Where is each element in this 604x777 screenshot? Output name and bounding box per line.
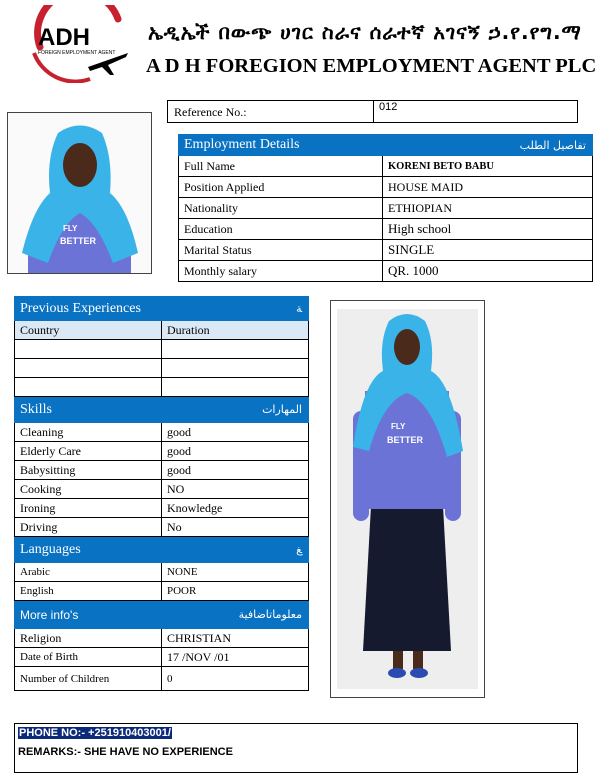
field-label: Position Applied bbox=[179, 177, 383, 198]
field-label: Education bbox=[179, 219, 383, 240]
field-label: Nationality bbox=[179, 198, 383, 219]
field-label: Monthly salary bbox=[179, 261, 383, 282]
section-title: Skills bbox=[15, 397, 162, 423]
field-value: ETHIOPIAN bbox=[383, 198, 593, 219]
company-name-amharic: ኤዲኤች በውጭ ሀገር ስራና ሰራተኛ አገናኝ ኃ.የ.የግ.ማ bbox=[148, 20, 582, 44]
company-name-english: A D H FOREGION EMPLOYMENT AGENT PLC bbox=[146, 55, 597, 77]
table-row bbox=[15, 518, 309, 537]
info-value: CHRISTIAN bbox=[162, 629, 309, 648]
employment-details-table bbox=[178, 134, 593, 282]
shirt-text: FLY bbox=[391, 422, 406, 431]
language-value: POOR bbox=[162, 582, 309, 601]
candidate-info-table bbox=[14, 296, 309, 691]
skill-label: Elderly Care bbox=[15, 442, 162, 461]
info-label: Number of Children bbox=[15, 667, 162, 691]
section-title-arabic: ﻎ bbox=[162, 537, 309, 563]
phone-number: PHONE NO:- +251910403001/ bbox=[19, 727, 171, 739]
language-value: NONE bbox=[162, 563, 309, 582]
remarks: REMARKS:- SHE HAVE NO EXPERIENCE bbox=[18, 746, 233, 758]
section-title: Previous Experiences bbox=[15, 297, 162, 321]
table-row bbox=[15, 480, 309, 499]
company-logo bbox=[30, 5, 130, 83]
table-row bbox=[179, 261, 593, 282]
skill-label: Babysitting bbox=[15, 461, 162, 480]
section-title-arabic: ﺔ bbox=[162, 297, 309, 321]
shirt-text: BETTER bbox=[60, 236, 96, 246]
table-row bbox=[179, 240, 593, 261]
column-header-country: Country bbox=[15, 321, 162, 340]
table-row bbox=[15, 378, 309, 397]
field-label: Full Name bbox=[179, 156, 383, 177]
skill-label: Ironing bbox=[15, 499, 162, 518]
section-title: More info's bbox=[15, 601, 162, 629]
info-value: 17 /NOV /01 bbox=[162, 648, 309, 667]
skill-value: good bbox=[162, 442, 309, 461]
skill-value: good bbox=[162, 423, 309, 442]
skill-label: Cooking bbox=[15, 480, 162, 499]
reference-box bbox=[167, 100, 578, 123]
skills-header bbox=[15, 397, 309, 423]
field-value: HOUSE MAID bbox=[383, 177, 593, 198]
table-row bbox=[15, 423, 309, 442]
table-row bbox=[15, 499, 309, 518]
table-row bbox=[179, 156, 593, 177]
languages-header bbox=[15, 537, 309, 563]
table-row bbox=[15, 667, 309, 691]
experience-column-header bbox=[15, 321, 309, 340]
logo-subtext: FOREIGN EMPLOYMENT AGENT bbox=[38, 50, 116, 56]
skill-value: NO bbox=[162, 480, 309, 499]
portrait-photo bbox=[7, 112, 152, 274]
experience-header bbox=[15, 297, 309, 321]
info-label: Religion bbox=[15, 629, 162, 648]
table-row bbox=[179, 177, 593, 198]
table-row bbox=[179, 198, 593, 219]
section-title-arabic: تفاصيل الطلب bbox=[383, 135, 593, 156]
table-row bbox=[15, 582, 309, 601]
shirt-text: FLY bbox=[63, 224, 78, 233]
section-title: Employment Details bbox=[179, 135, 383, 156]
section-title-arabic: المهارات bbox=[162, 397, 309, 423]
info-label: Date of Birth bbox=[15, 648, 162, 667]
skill-value: No bbox=[162, 518, 309, 537]
field-label: Marital Status bbox=[179, 240, 383, 261]
shirt-text: BETTER bbox=[387, 435, 423, 445]
language-label: English bbox=[15, 582, 162, 601]
full-body-photo bbox=[330, 300, 485, 698]
info-value: 0 bbox=[162, 667, 309, 691]
table-row bbox=[15, 359, 309, 378]
logo-text: ADH bbox=[38, 24, 90, 51]
more-info-header bbox=[15, 601, 309, 629]
table-row bbox=[15, 629, 309, 648]
section-title-arabic: معلوماتاضافية bbox=[162, 601, 309, 629]
skill-label: Driving bbox=[15, 518, 162, 537]
field-value: High school bbox=[383, 219, 593, 240]
field-value: QR. 1000 bbox=[383, 261, 593, 282]
field-value: SINGLE bbox=[383, 240, 593, 261]
footer-box bbox=[14, 723, 578, 773]
reference-label: Reference No.: bbox=[168, 101, 374, 122]
field-value: KORENI BETO BABU bbox=[383, 156, 593, 177]
table-row bbox=[15, 461, 309, 480]
section-title: Languages bbox=[15, 537, 162, 563]
table-row bbox=[15, 648, 309, 667]
language-label: Arabic bbox=[15, 563, 162, 582]
reference-value: 012 bbox=[379, 101, 398, 113]
table-row bbox=[15, 340, 309, 359]
skill-label: Cleaning bbox=[15, 423, 162, 442]
skill-value: good bbox=[162, 461, 309, 480]
table-row bbox=[15, 442, 309, 461]
airplane-icon bbox=[88, 53, 128, 75]
skill-value: Knowledge bbox=[162, 499, 309, 518]
table-row bbox=[179, 219, 593, 240]
table-row bbox=[15, 563, 309, 582]
employment-details-header bbox=[179, 135, 593, 156]
column-header-duration: Duration bbox=[162, 321, 309, 340]
